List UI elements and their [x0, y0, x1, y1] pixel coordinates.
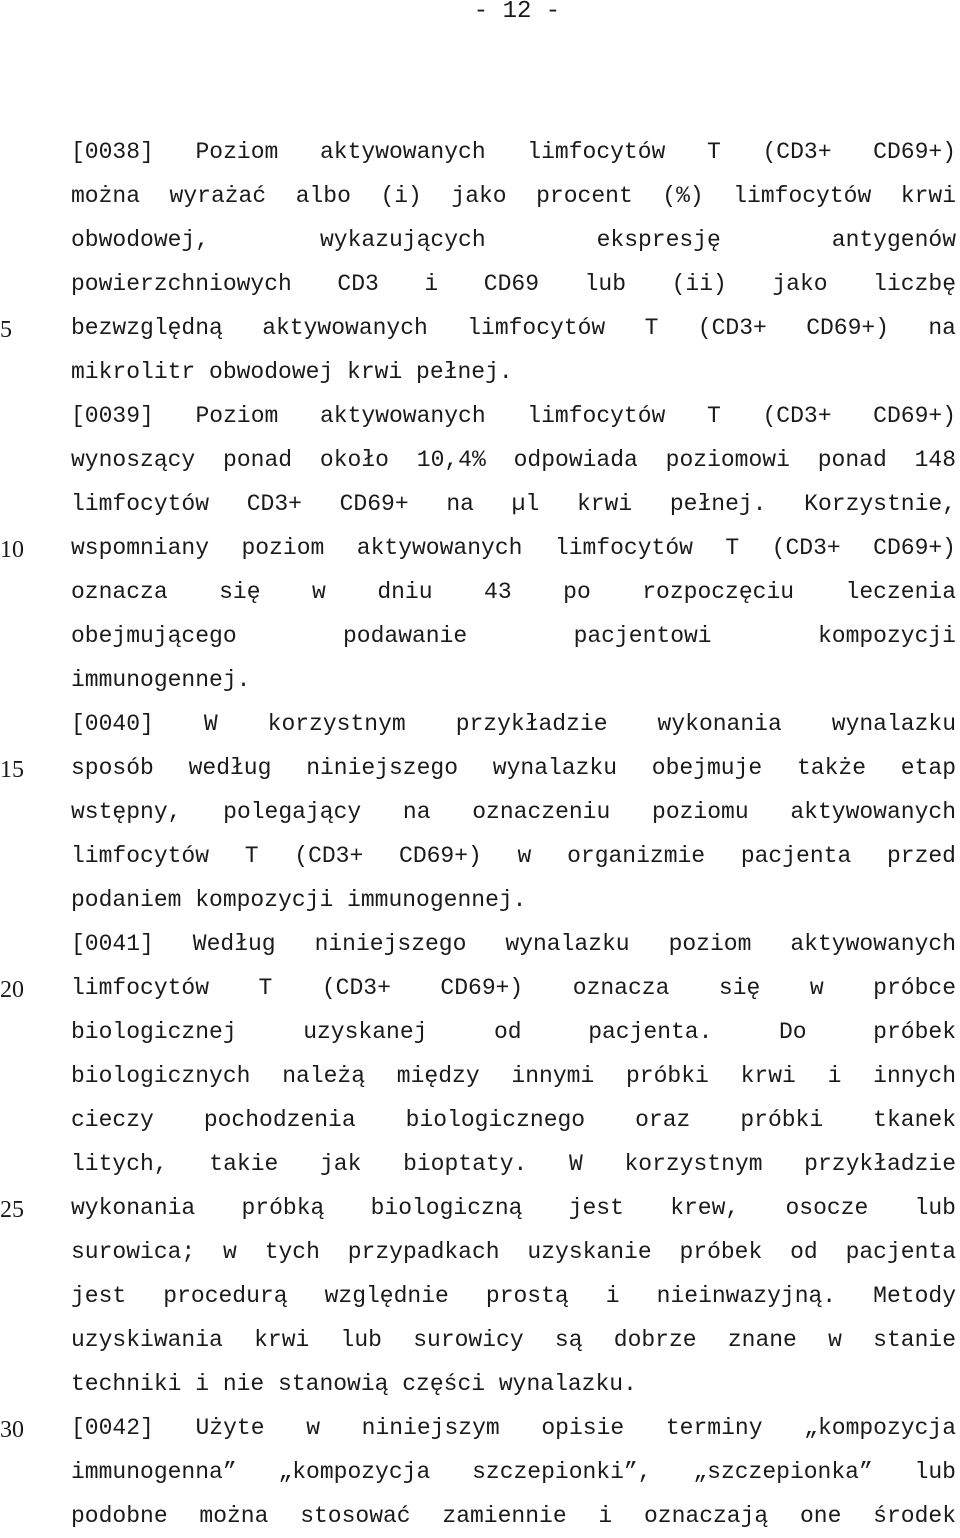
paragraph-0040-line: podaniem kompozycji immunogennej. [71, 887, 527, 913]
paragraph-0039-line: wynoszący ponad około 10,4% odpowiada poziomowi ponad 148 [71, 447, 956, 473]
paragraph-0038-line: powierzchniowych CD3 i CD69 lub (ii) jako liczbę [71, 271, 956, 297]
paragraph-0041-line: techniki i nie stanowią części wynalazku. [71, 1371, 637, 1397]
paragraph-0042-line: immunogenna” „kompozycja szczepionki”, „szczepionka” lub [71, 1459, 956, 1485]
line-number: 15 [0, 757, 24, 783]
paragraph-0038-line: obwodowej, wykazujących ekspresję antygenów [71, 227, 956, 253]
line-number-margin [0, 0, 40, 1531]
paragraph-0039-line: obejmującego podawanie pacjentowi kompozycji [71, 623, 956, 649]
document-body [71, 130, 956, 1538]
paragraph-0041-line: [0041] Według niniejszego wynalazku poziom aktywowanych [71, 931, 956, 957]
paragraph-0039-line: oznacza się w dniu 43 po rozpoczęciu leczenia [71, 579, 956, 605]
paragraph-0042-line: podobne można stosować zamiennie i oznaczają one środek [71, 1503, 956, 1529]
paragraph-0039-line: [0039] Poziom aktywowanych limfocytów T (CD3+ CD69+) [71, 403, 956, 429]
paragraph-0039-line: immunogennej. [71, 667, 251, 693]
paragraph-0040-line: [0040] W korzystnym przykładzie wykonania wynalazku [71, 711, 956, 737]
paragraph-0041-line: biologicznych należą między innymi próbki krwi i innych [71, 1063, 956, 1089]
paragraph-0040-line: limfocytów T (CD3+ CD69+) w organizmie pacjenta przed [71, 843, 956, 869]
paragraph-0038-line: można wyrażać albo (i) jako procent (%) limfocytów krwi [71, 183, 956, 209]
paragraph-0040-line: sposób według niniejszego wynalazku obejmuje także etap [71, 755, 956, 781]
line-number: 5 [0, 317, 12, 343]
paragraph-0039-line: limfocytów CD3+ CD69+ na µl krwi pełnej. Korzystnie, [71, 491, 956, 517]
paragraph-0039-line: wspomniany poziom aktywowanych limfocytów T (CD3+ CD69+) [71, 535, 956, 561]
line-number: 25 [0, 1197, 24, 1223]
paragraph-0041-line: cieczy pochodzenia biologicznego oraz próbki tkanek [71, 1107, 956, 1133]
paragraph-0038-line: mikrolitr obwodowej krwi pełnej. [71, 359, 513, 385]
paragraph-0042-line: [0042] Użyte w niniejszym opisie terminy „kompozycja [71, 1415, 956, 1441]
paragraph-0041-line: wykonania próbką biologiczną jest krew, osocze lub [71, 1195, 956, 1221]
paragraph-0041-line: surowica; w tych przypadkach uzyskanie próbek od pacjenta [71, 1239, 956, 1265]
paragraph-0041-line: litych, takie jak bioptaty. W korzystnym przykładzie [71, 1151, 956, 1177]
paragraph-0041-line: jest procedurą względnie prostą i nieinwazyjną. Metody [71, 1283, 956, 1309]
page-number: - 12 - [473, 0, 561, 25]
paragraph-0041-line: limfocytów T (CD3+ CD69+) oznacza się w próbce [71, 975, 956, 1001]
paragraph-0040-line: wstępny, polegający na oznaczeniu poziomu aktywowanych [71, 799, 956, 825]
line-number: 10 [0, 537, 24, 563]
paragraph-0038-line: bezwzględną aktywowanych limfocytów T (CD3+ CD69+) na [71, 315, 956, 341]
paragraph-0038-line: [0038] Poziom aktywowanych limfocytów T (CD3+ CD69+) [71, 139, 956, 165]
line-number: 30 [0, 1417, 24, 1443]
line-number: 20 [0, 977, 24, 1003]
paragraph-0041-line: biologicznej uzyskanej od pacjenta. Do próbek [71, 1019, 956, 1045]
paragraph-0041-line: uzyskiwania krwi lub surowicy są dobrze znane w stanie [71, 1327, 956, 1353]
